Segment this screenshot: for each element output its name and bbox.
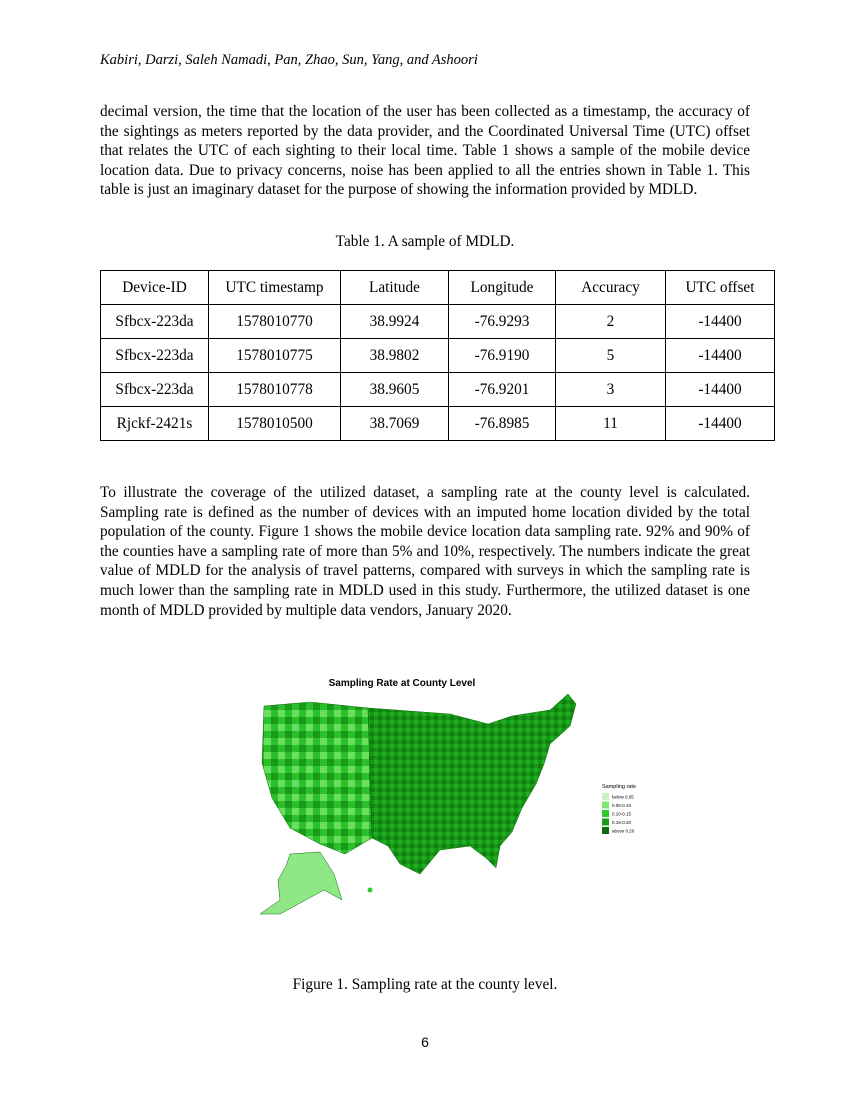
legend-label: 0.10-0.15 — [612, 811, 632, 817]
sampling-rate-map — [250, 668, 670, 928]
sampling-rate-map-figure — [250, 668, 670, 928]
table-cell: -76.9190 — [449, 339, 556, 373]
paragraph-intro: decimal version, the time that the location of the user has been collected as a timestamp, the accuracy of the sightings as meters reported by the data provider, and the Coordinated Universal Time (UTC) offset that relates the UTC of each sighting to their local time. Table 1 shows a sample of the mobile device location data. Due to privacy concerns, noise has been applied to all the entries shown in Table 1. This table is just an imaginary dataset for the purpose of showing the information provided by MDLD. — [100, 103, 750, 199]
column-header: Device-ID — [101, 271, 209, 305]
map-east-region — [368, 694, 576, 874]
table-cell: Sfbcx-223da — [101, 373, 209, 407]
legend-swatch — [602, 827, 609, 834]
legend-label: 0.05-0.10 — [612, 803, 632, 808]
table-cell: 11 — [556, 407, 666, 441]
legend-swatch — [602, 810, 609, 817]
mdld-sample-table — [100, 270, 775, 441]
legend-swatch — [602, 819, 609, 826]
map-west-region — [262, 702, 372, 854]
table-cell: 2 — [556, 305, 666, 339]
table-cell: Sfbcx-223da — [101, 305, 209, 339]
table-cell: 1578010500 — [209, 407, 341, 441]
figure-caption: Figure 1. Sampling rate at the county level. — [292, 976, 558, 993]
table-cell: -76.8985 — [449, 407, 556, 441]
table-cell: 1578010778 — [209, 373, 341, 407]
table-cell: Rjckf-2421s — [101, 407, 209, 441]
column-header: Accuracy — [556, 271, 666, 305]
table-cell: 38.7069 — [341, 407, 449, 441]
running-header: Kabiri, Darzi, Saleh Namadi, Pan, Zhao, Sun, Yang, and Ashoori — [100, 52, 478, 68]
paragraph-sampling-rate: To illustrate the coverage of the utilized dataset, a sampling rate at the county level is calculated. Sampling rate is defined as the number of devices with an imputed home location divided by the total population of the county. Figure 1 shows the mobile device location data sampling rate. 92% and 90% of the counties have a sampling rate of more than 5% and 10%, respectively. The numbers indicate the great value of MDLD for the analysis of travel patterns, compared with surveys in which the sampling rate is much lower than the sampling rate in MDLD used in this study. Furthermore, the utilized dataset is one month of MDLD provided by multiple data vendors, January 2020. — [100, 484, 750, 619]
table-cell: 1578010775 — [209, 339, 341, 373]
table-cell: -14400 — [666, 305, 775, 339]
column-header: UTC offset — [666, 271, 775, 305]
table-cell: 5 — [556, 339, 666, 373]
table-row — [101, 373, 775, 407]
map-alaska — [260, 852, 342, 914]
table-cell: -14400 — [666, 339, 775, 373]
table-header-row — [101, 271, 775, 305]
map-legend — [602, 793, 635, 834]
table-cell: Sfbcx-223da — [101, 339, 209, 373]
table-cell: -76.9293 — [449, 305, 556, 339]
table-cell: -76.9201 — [449, 373, 556, 407]
table-row — [101, 305, 775, 339]
legend-title: Sampling rate — [602, 784, 636, 790]
legend-swatch — [602, 793, 609, 800]
table-cell: -14400 — [666, 407, 775, 441]
table-row — [101, 407, 775, 441]
table-cell: -14400 — [666, 373, 775, 407]
table-row — [101, 339, 775, 373]
table-cell: 1578010770 — [209, 305, 341, 339]
table-cell: 38.9924 — [341, 305, 449, 339]
map-hawaii — [368, 888, 373, 893]
legend-label: 0.15-0.20 — [612, 820, 632, 825]
legend-label: below 0.05 — [612, 794, 634, 800]
column-header: UTC timestamp — [209, 271, 341, 305]
legend-label: above 0.20 — [612, 828, 635, 834]
table-cell: 3 — [556, 373, 666, 407]
column-header: Latitude — [341, 271, 449, 305]
legend-swatch — [602, 802, 609, 809]
map-title: Sampling Rate at County Level — [328, 678, 476, 689]
column-header: Longitude — [449, 271, 556, 305]
page-number: 6 — [421, 1034, 429, 1050]
table-caption: Table 1. A sample of MDLD. — [335, 233, 515, 250]
table-cell: 38.9605 — [341, 373, 449, 407]
table-cell: 38.9802 — [341, 339, 449, 373]
